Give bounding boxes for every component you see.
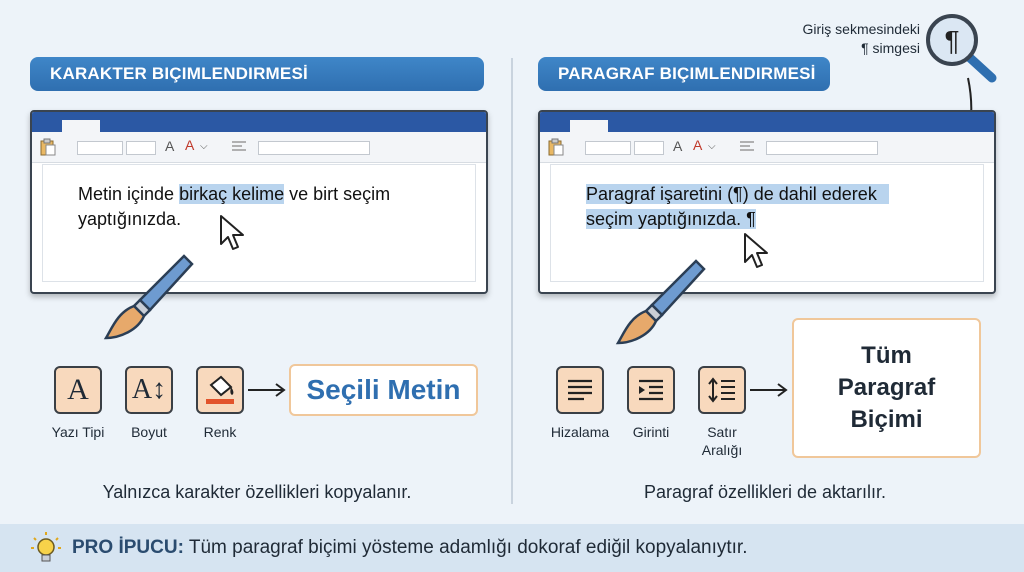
character-formatting-banner: KARAKTER BIÇIMLENDIRMESİ	[30, 57, 484, 91]
paint-bucket-icon	[196, 366, 244, 414]
indent-icon	[627, 366, 675, 414]
font-color-icon[interactable]: A	[693, 137, 703, 153]
document-text	[586, 182, 889, 232]
ribbon-toolbar	[540, 132, 994, 163]
ribbon-tab[interactable]	[570, 120, 608, 132]
font-icon: A	[54, 366, 102, 414]
indent-label: Girinti	[632, 424, 670, 440]
search-box[interactable]	[766, 141, 878, 155]
align-icon	[556, 366, 604, 414]
align-small-icon[interactable]	[740, 141, 754, 153]
font-icon[interactable]: A	[673, 138, 683, 154]
font-color-icon[interactable]: A	[185, 137, 195, 153]
size-label: Boyut	[131, 424, 167, 440]
clipboard-icon[interactable]	[40, 138, 56, 156]
font-label: Yazı Tipi	[51, 424, 105, 440]
arrow-right-icon	[750, 381, 790, 399]
ribbon-tab[interactable]	[62, 120, 100, 132]
right-caption: Paragraf özellikleri de aktarılır.	[643, 482, 887, 502]
line-spacing-icon	[698, 366, 746, 414]
arrow-right-icon	[248, 381, 288, 399]
color-label: Renk	[203, 424, 237, 440]
chevron-down-icon[interactable]: ⌵	[200, 141, 208, 152]
font-name-box[interactable]	[585, 141, 631, 155]
callout-text: Giriş sekmesindeki ¶ simgesi	[802, 21, 920, 56]
format-painter-brush-icon	[98, 250, 198, 345]
full-paragraph-format-result: Tüm Paragraf Biçimi	[792, 318, 981, 458]
font-icon[interactable]: A	[165, 138, 175, 154]
panel-divider	[511, 58, 513, 504]
mouse-cursor-icon	[742, 232, 772, 272]
pro-tip-text: PRO İPUCU: Tüm paragraf biçimi yösteme adamlığı dokoraf ediğil kopyalanıytır.	[72, 537, 748, 558]
left-caption: Yalnızca karakter özellikleri kopyalanır.	[102, 482, 412, 502]
mouse-cursor-icon	[218, 214, 248, 254]
selected-paragraph-line2: seçim yaptığınızda. ¶	[586, 209, 756, 229]
document-text: Metin içinde birkaç kelime ve birt seçim yaptığınızda.	[78, 184, 391, 229]
line-spacing-label: Satır Aralığı	[701, 424, 743, 458]
alignment-label: Hizalama	[550, 424, 610, 440]
font-size-box[interactable]	[634, 141, 664, 155]
lightbulb-icon	[30, 530, 62, 566]
selected-text-result: Seçili Metin	[289, 364, 478, 416]
font-size-box[interactable]	[126, 141, 156, 155]
clipboard-icon[interactable]	[548, 138, 564, 156]
format-painter-brush-icon	[610, 255, 710, 350]
font-size-icon: A↕	[125, 366, 173, 414]
font-name-box[interactable]	[77, 141, 123, 155]
paragraph-formatting-banner: PARAGRAF BIÇIMLENDIRMESİ	[538, 57, 830, 91]
ribbon-toolbar	[32, 132, 486, 163]
selected-paragraph-line1: Paragraf işaretini (¶) de dahil ederek	[586, 184, 889, 204]
search-box[interactable]	[258, 141, 370, 155]
selected-words: birkaç kelime	[179, 184, 285, 204]
svg-text:¶: ¶	[944, 25, 960, 56]
magnifier-pilcrow-icon	[924, 12, 1000, 84]
chevron-down-icon[interactable]: ⌵	[708, 141, 716, 152]
align-small-icon[interactable]	[232, 141, 246, 153]
